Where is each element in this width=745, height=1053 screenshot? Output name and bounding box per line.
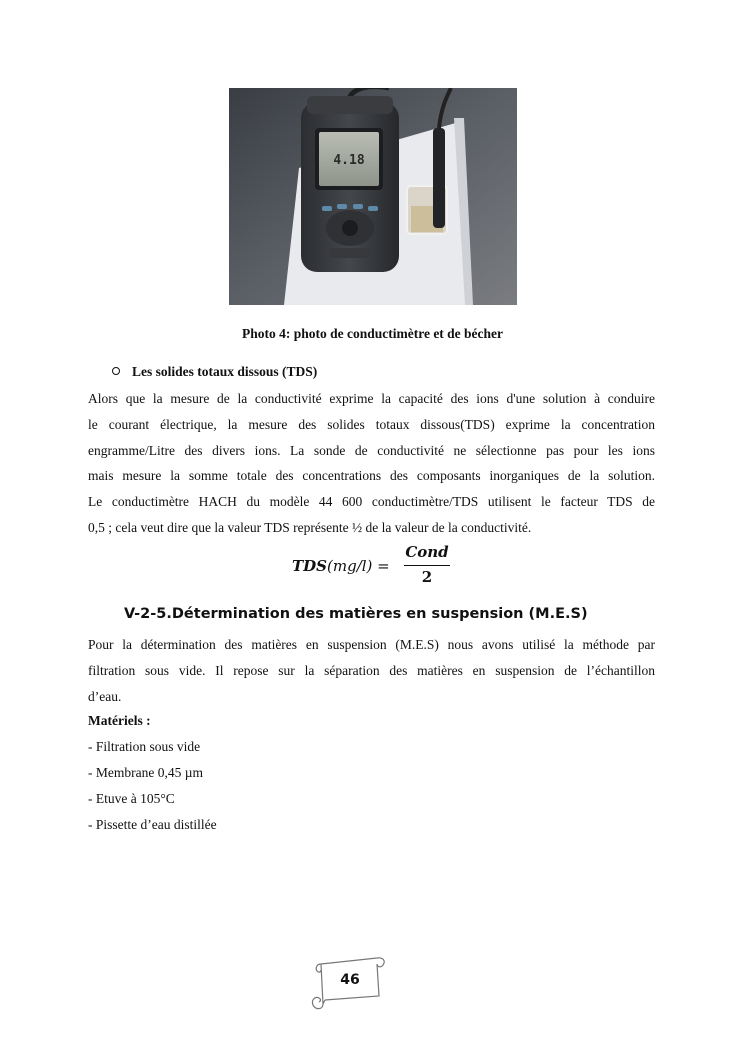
- formula-lhs-bold: TDS: [292, 557, 328, 575]
- photo-caption: Photo 4: photo de conductimètre et de bécher: [241, 326, 504, 341]
- conductivity-meter-photo: [229, 88, 517, 305]
- materials-label: Matériels :: [88, 713, 151, 728]
- fraction-bar: [404, 565, 450, 566]
- paragraph-line: mais mesure la somme totale des concentrations des composants inorganiques de la solution.: [88, 468, 655, 484]
- page-number-scroll: [307, 950, 387, 1012]
- formula-lhs-rest: (mg/l) =: [327, 557, 390, 575]
- mes-paragraph: [88, 632, 655, 709]
- tds-paragraph: [88, 386, 655, 541]
- page-number: 46: [340, 972, 360, 988]
- meter-display-value: 4.18: [333, 153, 365, 168]
- paragraph-line: filtration sous vide. Il repose sur la séparation des matières en suspension de l’échantillon: [88, 662, 655, 678]
- formula-numerator: Cond: [405, 543, 449, 561]
- paragraph-line: 0,5 ; cela veut dire que la valeur TDS représente ½ de la valeur de la conductivité.: [88, 519, 532, 535]
- paragraph-line: Pour la détermination des matières en suspension (M.E.S) nous avons utilisé la méthode par: [88, 637, 655, 652]
- formula-denominator: 2: [421, 568, 433, 586]
- formula-lhs: [292, 557, 390, 575]
- tds-heading: [112, 364, 317, 380]
- formula-fraction: [404, 543, 450, 586]
- paragraph-line: d’eau.: [88, 688, 122, 704]
- paragraph-line: Le conductimètre HACH du modèle 44 600 conductimètre/TDS utilisent le facteur TDS de: [88, 494, 655, 510]
- materials-item: - Pissette d’eau distillée: [88, 817, 217, 832]
- paragraph-line: le courant électrique, la mesure des solides totaux dissous(TDS) exprime la concentration: [88, 416, 655, 432]
- materials-item: - Filtration sous vide: [88, 739, 201, 754]
- paragraph-line: Alors que la mesure de la conductivité exprime la capacité des ions d'une solution à conduire: [88, 391, 655, 406]
- materials-item: - Etuve à 105°C: [88, 791, 175, 806]
- paragraph-line: engramme/Litre des divers ions. La sonde de conductivité ne sélectionne pas pour les ions: [88, 442, 655, 458]
- materials-item: - Membrane 0,45 µm: [88, 765, 204, 780]
- bullet-circle-icon: [112, 367, 120, 375]
- section-title: V-2-5.Détermination des matières en suspension (M.E.S): [124, 606, 588, 622]
- tds-heading-text: Les solides totaux dissous (TDS): [132, 364, 318, 379]
